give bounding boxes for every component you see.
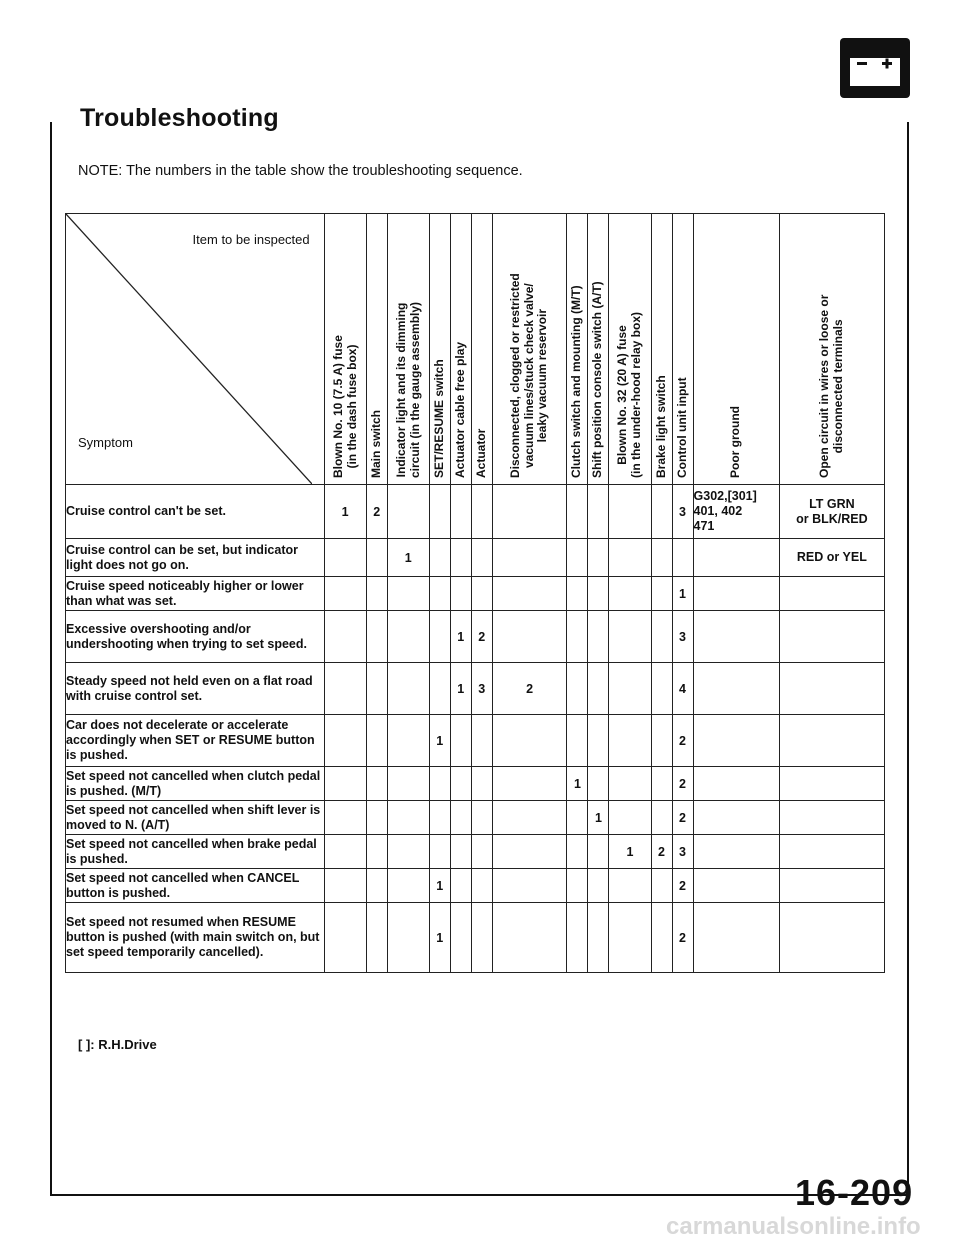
sequence-cell xyxy=(471,801,492,835)
sequence-cell xyxy=(693,663,779,715)
sequence-cell xyxy=(779,663,884,715)
sequence-cell xyxy=(588,869,609,903)
table-row xyxy=(66,835,885,869)
sequence-cell: 2 xyxy=(471,611,492,663)
sequence-cell xyxy=(609,611,651,663)
sequence-cell xyxy=(366,611,387,663)
sequence-cell xyxy=(492,869,567,903)
sequence-cell: 2 xyxy=(672,903,693,973)
sequence-cell xyxy=(387,485,429,539)
sequence-cell: 1 xyxy=(450,663,471,715)
sequence-cell xyxy=(672,539,693,577)
column-header: Actuator xyxy=(471,214,492,485)
column-header: Blown No. 10 (7.5 A) fuse (in the dash fuse box) xyxy=(324,214,366,485)
sequence-cell: RED or YEL xyxy=(779,539,884,577)
column-header: Disconnected, clogged or restricted vacuum lines/stuck check valve/ leaky vacuum reservoir xyxy=(492,214,567,485)
sequence-cell xyxy=(609,869,651,903)
sequence-cell xyxy=(693,903,779,973)
sequence-cell xyxy=(471,767,492,801)
table-row xyxy=(66,539,885,577)
sequence-cell xyxy=(651,767,672,801)
sequence-cell xyxy=(324,767,366,801)
sequence-cell xyxy=(387,801,429,835)
sequence-cell: 2 xyxy=(651,835,672,869)
sequence-cell: 2 xyxy=(492,663,567,715)
sequence-cell: 2 xyxy=(672,801,693,835)
sequence-cell: 3 xyxy=(672,611,693,663)
sequence-cell: 2 xyxy=(672,767,693,801)
sequence-cell: 1 xyxy=(429,903,450,973)
sequence-cell xyxy=(387,715,429,767)
table-row xyxy=(66,903,885,973)
sequence-cell xyxy=(588,715,609,767)
sequence-cell xyxy=(693,767,779,801)
table-header-row xyxy=(66,214,885,485)
sequence-cell xyxy=(429,485,450,539)
legend-text: [ ]: R.H.Drive xyxy=(78,1037,157,1052)
sequence-cell: 4 xyxy=(672,663,693,715)
column-header: Main switch xyxy=(366,214,387,485)
sequence-cell xyxy=(450,869,471,903)
sequence-cell xyxy=(471,835,492,869)
symptom-cell: Set speed not cancelled when brake pedal is pushed. xyxy=(66,835,325,869)
table-row xyxy=(66,715,885,767)
sequence-cell xyxy=(609,485,651,539)
sequence-cell xyxy=(588,539,609,577)
sequence-cell xyxy=(324,577,366,611)
column-header: Indicator light and its dimming circuit (in the gauge assembly) xyxy=(387,214,429,485)
sequence-cell: G302,[301] 401, 402 471 xyxy=(693,485,779,539)
sequence-cell xyxy=(492,577,567,611)
battery-icon xyxy=(840,38,910,98)
sequence-cell: 3 xyxy=(471,663,492,715)
sequence-cell xyxy=(366,577,387,611)
corner-header xyxy=(66,214,325,485)
sequence-cell xyxy=(387,835,429,869)
sequence-cell xyxy=(779,715,884,767)
sequence-cell xyxy=(693,539,779,577)
column-header: Brake light switch xyxy=(651,214,672,485)
sequence-cell xyxy=(450,539,471,577)
sequence-cell xyxy=(651,801,672,835)
symptom-cell: Cruise control can't be set. xyxy=(66,485,325,539)
table-row xyxy=(66,767,885,801)
sequence-cell: 1 xyxy=(429,869,450,903)
sequence-cell xyxy=(324,611,366,663)
table-row xyxy=(66,485,885,539)
symptom-cell: Cruise control can be set, but indicator light does not go on. xyxy=(66,539,325,577)
column-header: Shift position console switch (A/T) xyxy=(588,214,609,485)
symptom-cell: Excessive overshooting and/or undershooting when trying to set speed. xyxy=(66,611,325,663)
sequence-cell xyxy=(366,663,387,715)
sequence-cell xyxy=(609,903,651,973)
sequence-cell: 1 xyxy=(450,611,471,663)
table-row xyxy=(66,577,885,611)
sequence-cell xyxy=(693,801,779,835)
symptom-cell: Set speed not cancelled when clutch pedal is pushed. (M/T) xyxy=(66,767,325,801)
sequence-cell: 1 xyxy=(588,801,609,835)
sequence-cell xyxy=(779,835,884,869)
sequence-cell xyxy=(567,611,588,663)
sequence-cell xyxy=(609,577,651,611)
sequence-cell xyxy=(651,485,672,539)
symptom-cell: Set speed not cancelled when CANCEL button is pushed. xyxy=(66,869,325,903)
sequence-cell: 2 xyxy=(366,485,387,539)
sequence-cell xyxy=(651,611,672,663)
sequence-cell xyxy=(429,577,450,611)
sequence-cell xyxy=(492,801,567,835)
sequence-cell: 2 xyxy=(672,715,693,767)
sequence-cell xyxy=(693,715,779,767)
sequence-cell xyxy=(588,903,609,973)
sequence-cell xyxy=(492,611,567,663)
column-header: SET/RESUME switch xyxy=(429,214,450,485)
sequence-cell xyxy=(450,903,471,973)
note-text: NOTE: The numbers in the table show the troubleshooting sequence. xyxy=(78,163,523,179)
sequence-cell xyxy=(567,577,588,611)
sequence-cell: LT GRN or BLK/RED xyxy=(779,485,884,539)
sequence-cell xyxy=(492,539,567,577)
sequence-cell xyxy=(387,611,429,663)
sequence-cell xyxy=(471,715,492,767)
corner-item-label: Item to be inspected xyxy=(192,232,310,247)
sequence-cell: 1 xyxy=(324,485,366,539)
sequence-cell xyxy=(609,663,651,715)
sequence-cell xyxy=(387,767,429,801)
sequence-cell xyxy=(609,801,651,835)
sequence-cell xyxy=(471,539,492,577)
sequence-cell: 1 xyxy=(609,835,651,869)
sequence-cell xyxy=(651,539,672,577)
sequence-cell xyxy=(651,577,672,611)
sequence-cell xyxy=(588,835,609,869)
sequence-cell: 1 xyxy=(567,767,588,801)
sequence-cell xyxy=(779,577,884,611)
sequence-cell xyxy=(429,801,450,835)
sequence-cell xyxy=(366,801,387,835)
sequence-cell xyxy=(450,835,471,869)
table-row xyxy=(66,611,885,663)
sequence-cell xyxy=(567,801,588,835)
sequence-cell xyxy=(588,767,609,801)
column-header: Open circuit in wires or loose or disconnected terminals xyxy=(779,214,884,485)
sequence-cell xyxy=(324,715,366,767)
symptom-cell: Cruise speed noticeably higher or lower than what was set. xyxy=(66,577,325,611)
sequence-cell xyxy=(693,869,779,903)
sequence-cell xyxy=(651,715,672,767)
page-title: Troubleshooting xyxy=(70,104,289,133)
sequence-cell xyxy=(567,869,588,903)
sequence-cell xyxy=(366,903,387,973)
sequence-cell xyxy=(693,577,779,611)
sequence-cell xyxy=(471,485,492,539)
sequence-cell xyxy=(429,663,450,715)
sequence-cell xyxy=(693,611,779,663)
sequence-cell xyxy=(471,869,492,903)
sequence-cell xyxy=(651,903,672,973)
sequence-cell xyxy=(588,577,609,611)
sequence-cell xyxy=(492,835,567,869)
sequence-cell xyxy=(324,801,366,835)
sequence-cell xyxy=(366,767,387,801)
sequence-cell xyxy=(366,869,387,903)
sequence-cell xyxy=(324,835,366,869)
sequence-cell xyxy=(567,835,588,869)
column-header: Blown No. 32 (20 A) fuse (in the under-hood relay box) xyxy=(609,214,651,485)
page-number: 16-209 xyxy=(795,1172,914,1213)
sequence-cell xyxy=(609,715,651,767)
column-header: Control unit input xyxy=(672,214,693,485)
watermark: carmanualsonline.info xyxy=(666,1213,921,1240)
sequence-cell xyxy=(588,485,609,539)
sequence-cell xyxy=(450,801,471,835)
symptom-cell: Set speed not resumed when RESUME button is pushed (with main switch on, but set speed temporarily cancelled). xyxy=(66,903,325,973)
sequence-cell xyxy=(609,539,651,577)
sequence-cell: 1 xyxy=(387,539,429,577)
symptom-cell: Steady speed not held even on a flat road with cruise control set. xyxy=(66,663,325,715)
sequence-cell xyxy=(779,869,884,903)
sequence-cell xyxy=(651,869,672,903)
sequence-cell xyxy=(450,715,471,767)
sequence-cell xyxy=(779,801,884,835)
table-row xyxy=(66,801,885,835)
corner-symptom-label: Symptom xyxy=(78,435,133,450)
sequence-cell xyxy=(567,485,588,539)
troubleshooting-table xyxy=(65,213,885,973)
sequence-cell: 2 xyxy=(672,869,693,903)
sequence-cell xyxy=(450,577,471,611)
sequence-cell xyxy=(429,539,450,577)
sequence-cell xyxy=(450,485,471,539)
table-row xyxy=(66,869,885,903)
sequence-cell xyxy=(609,767,651,801)
sequence-cell xyxy=(779,903,884,973)
sequence-cell: 3 xyxy=(672,835,693,869)
sequence-cell xyxy=(492,903,567,973)
sequence-cell xyxy=(387,663,429,715)
column-header: Actuator cable free play xyxy=(450,214,471,485)
sequence-cell xyxy=(492,767,567,801)
sequence-cell xyxy=(387,869,429,903)
sequence-cell xyxy=(492,485,567,539)
sequence-cell xyxy=(471,577,492,611)
column-header: Poor ground xyxy=(693,214,779,485)
sequence-cell xyxy=(450,767,471,801)
sequence-cell xyxy=(693,835,779,869)
sequence-cell xyxy=(429,611,450,663)
sequence-cell xyxy=(366,539,387,577)
sequence-cell xyxy=(567,903,588,973)
sequence-cell xyxy=(429,767,450,801)
sequence-cell: 1 xyxy=(672,577,693,611)
sequence-cell xyxy=(324,869,366,903)
sequence-cell: 3 xyxy=(672,485,693,539)
table-row xyxy=(66,663,885,715)
sequence-cell xyxy=(567,715,588,767)
sequence-cell xyxy=(779,611,884,663)
sequence-cell xyxy=(324,903,366,973)
sequence-cell xyxy=(366,835,387,869)
column-header: Clutch switch and mounting (M/T) xyxy=(567,214,588,485)
sequence-cell xyxy=(471,903,492,973)
sequence-cell xyxy=(588,611,609,663)
sequence-cell xyxy=(651,663,672,715)
sequence-cell xyxy=(429,835,450,869)
sequence-cell xyxy=(567,663,588,715)
symptom-cell: Set speed not cancelled when shift lever is moved to N. (A/T) xyxy=(66,801,325,835)
sequence-cell xyxy=(588,663,609,715)
sequence-cell: 1 xyxy=(429,715,450,767)
sequence-cell xyxy=(567,539,588,577)
sequence-cell xyxy=(324,663,366,715)
sequence-cell xyxy=(492,715,567,767)
sequence-cell xyxy=(779,767,884,801)
symptom-cell: Car does not decelerate or accelerate accordingly when SET or RESUME button is pushed. xyxy=(66,715,325,767)
sequence-cell xyxy=(387,903,429,973)
sequence-cell xyxy=(324,539,366,577)
sequence-cell xyxy=(366,715,387,767)
sequence-cell xyxy=(387,577,429,611)
